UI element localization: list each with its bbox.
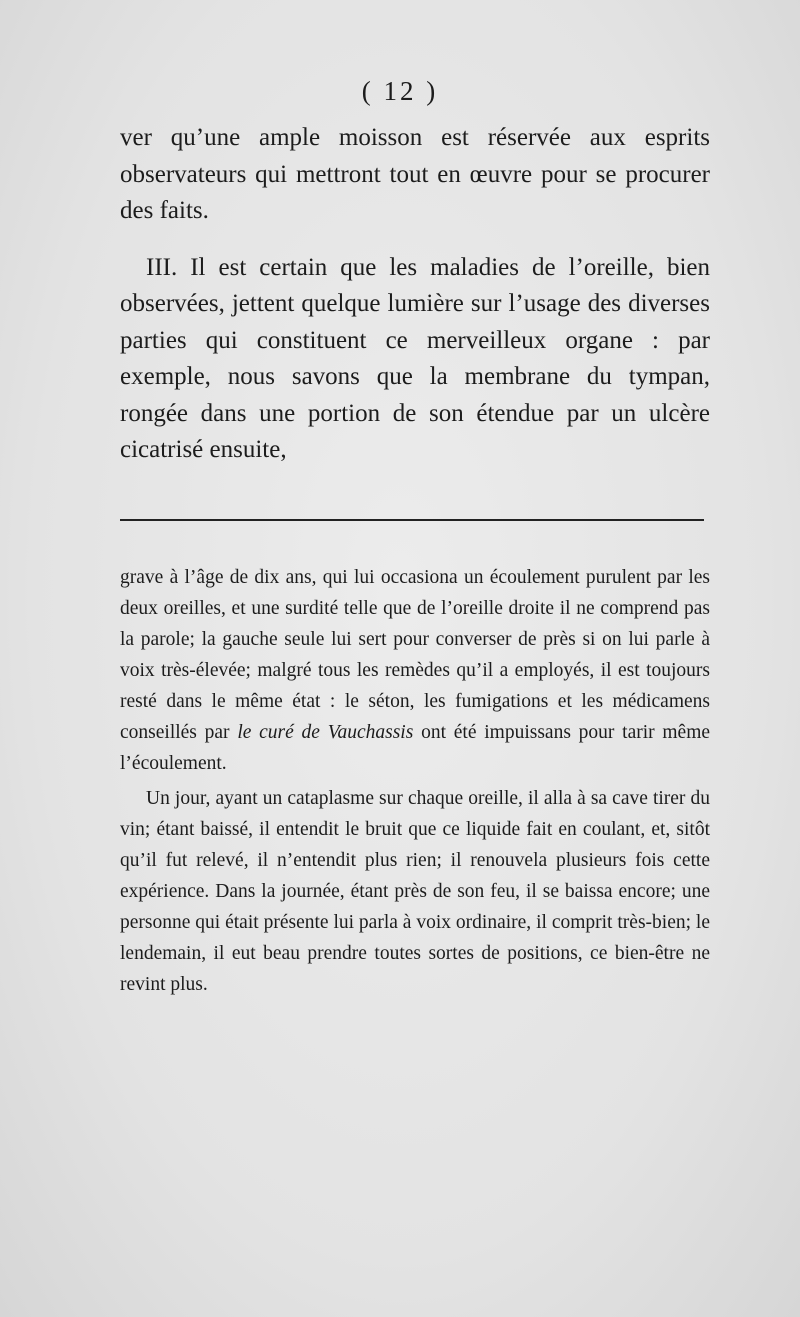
main-text [120, 120, 710, 469]
page-number: ( 12 ) [361, 76, 439, 106]
main-paragraph-1: ver qu’une ample moisson est réservée aux esprits observateurs qui mettront tout en œuvre pour se procurer des faits. [120, 124, 710, 224]
footnote-text-before: grave à l’âge de dix ans, qui lui occasiona un écoulement purulent par les deux oreilles, et une surdité telle que de l’oreille droite il ne comprend pas la parole; la gauche seule lui sert pour converser de près si on lui parle à voix très-élevée; malgré tous les remèdes qu’il a employés, il est toujours resté dans le même état : le séton, les fumigations et les médicamens conseillés par [120, 567, 710, 743]
footnote-text-after: ont été impuissans pour tarir même l’écoulement. [120, 722, 711, 774]
footnote [120, 562, 710, 1000]
footnote-paragraph-2: Un jour, ayant un cataplasme sur chaque oreille, il alla à sa cave tirer du vin; étant baissé, il entendit le bruit que ce liquide fait en coulant, et, sitôt qu’il fut relevé, il n’entendit plus rien; il renouvela plusieurs fois cette expérience. Dans la journée, étant près de son feu, il se baissa encore; une personne qui était présente lui parla à voix ordinaire, il comprit très-bien; le lendemain, il eut beau prendre toutes sortes de positions, ce bien-être ne revint plus. [120, 788, 710, 995]
main-paragraph-2: III. Il est certain que les maladies de l’oreille, bien observées, jettent quelque lumière sur l’usage des diverses parties qui constituent ce merveilleux organe : par exemple, nous savons que la membrane du tympan, rongée dans une portion de son étendue par un ulcère cicatrisé ensuite, [120, 253, 710, 463]
footnote-italic-citation: le curé de Vauchassis [237, 722, 414, 743]
footnote-divider [120, 519, 704, 521]
footnote-paragraph-1 [120, 562, 710, 779]
